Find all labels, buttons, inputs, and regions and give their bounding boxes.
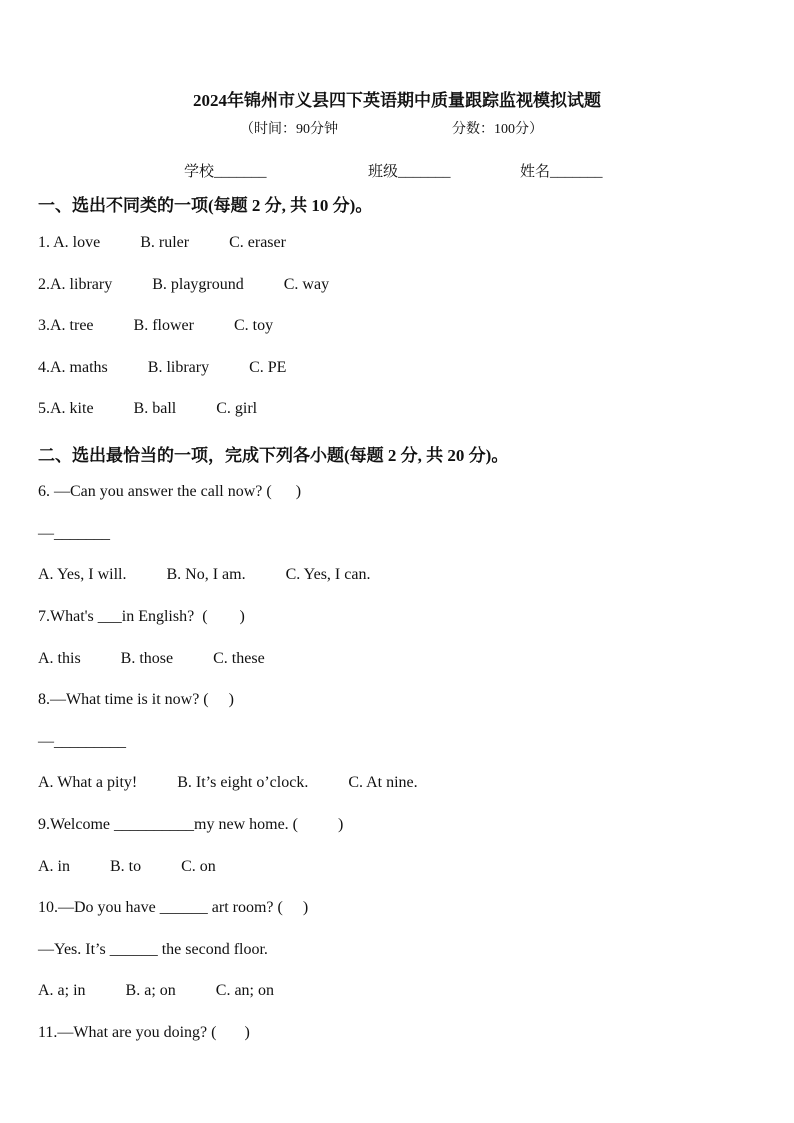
question-6-answer-line: —_______ — [38, 525, 110, 542]
question-8-options: A. What a pity! B. It’s eight o’clock. C. At nine. — [38, 774, 418, 791]
exam-time: （时间：90分钟 — [240, 122, 338, 137]
question-9-options: A. in B. to C. on — [38, 858, 216, 875]
question-10-answer: —Yes. It’s ______ the second floor. — [38, 941, 268, 958]
question-9: 9.Welcome __________my new home. ( ) — [38, 816, 344, 833]
school-field: 学校_______ — [184, 164, 267, 180]
class-field: 班级_______ — [368, 164, 451, 180]
section-2-heading: 二、选出最恰当的一项，完成下列各小题(每题 2 分, 共 20 分)。 — [38, 446, 509, 465]
question-2: 2.A. library B. playground C. way — [38, 276, 330, 293]
question-6: 6. —Can you answer the call now? ( ) — [38, 483, 302, 500]
question-11: 11.—What are you doing? ( ) — [38, 1024, 250, 1041]
question-10-options: A. a; in B. a; on C. an; on — [38, 982, 274, 999]
question-4: 4.A. maths B. library C. PE — [38, 359, 287, 376]
question-10: 10.—Do you have ______ art room? ( ) — [38, 899, 309, 916]
question-3: 3.A. tree B. flower C. toy — [38, 317, 274, 334]
question-1: 1. A. love B. ruler C. eraser — [38, 234, 286, 251]
question-7: 7.What's ___in English? ( ) — [38, 608, 245, 625]
question-7-options: A. this B. those C. these — [38, 650, 265, 667]
question-5: 5.A. kite B. ball C. girl — [38, 400, 258, 417]
question-8: 8.—What time is it now? ( ) — [38, 691, 234, 708]
name-field: 姓名_______ — [520, 164, 603, 180]
exam-score: 分数：100分） — [452, 122, 543, 137]
exam-title: 2024年锦州市义县四下英语期中质量跟踪监视模拟试题 — [193, 91, 601, 110]
question-8-answer-line: —_________ — [38, 733, 126, 750]
question-6-options: A. Yes, I will. B. No, I am. C. Yes, I can. — [38, 566, 371, 583]
section-1-heading: 一、选出不同类的一项(每题 2 分, 共 10 分)。 — [38, 196, 373, 215]
